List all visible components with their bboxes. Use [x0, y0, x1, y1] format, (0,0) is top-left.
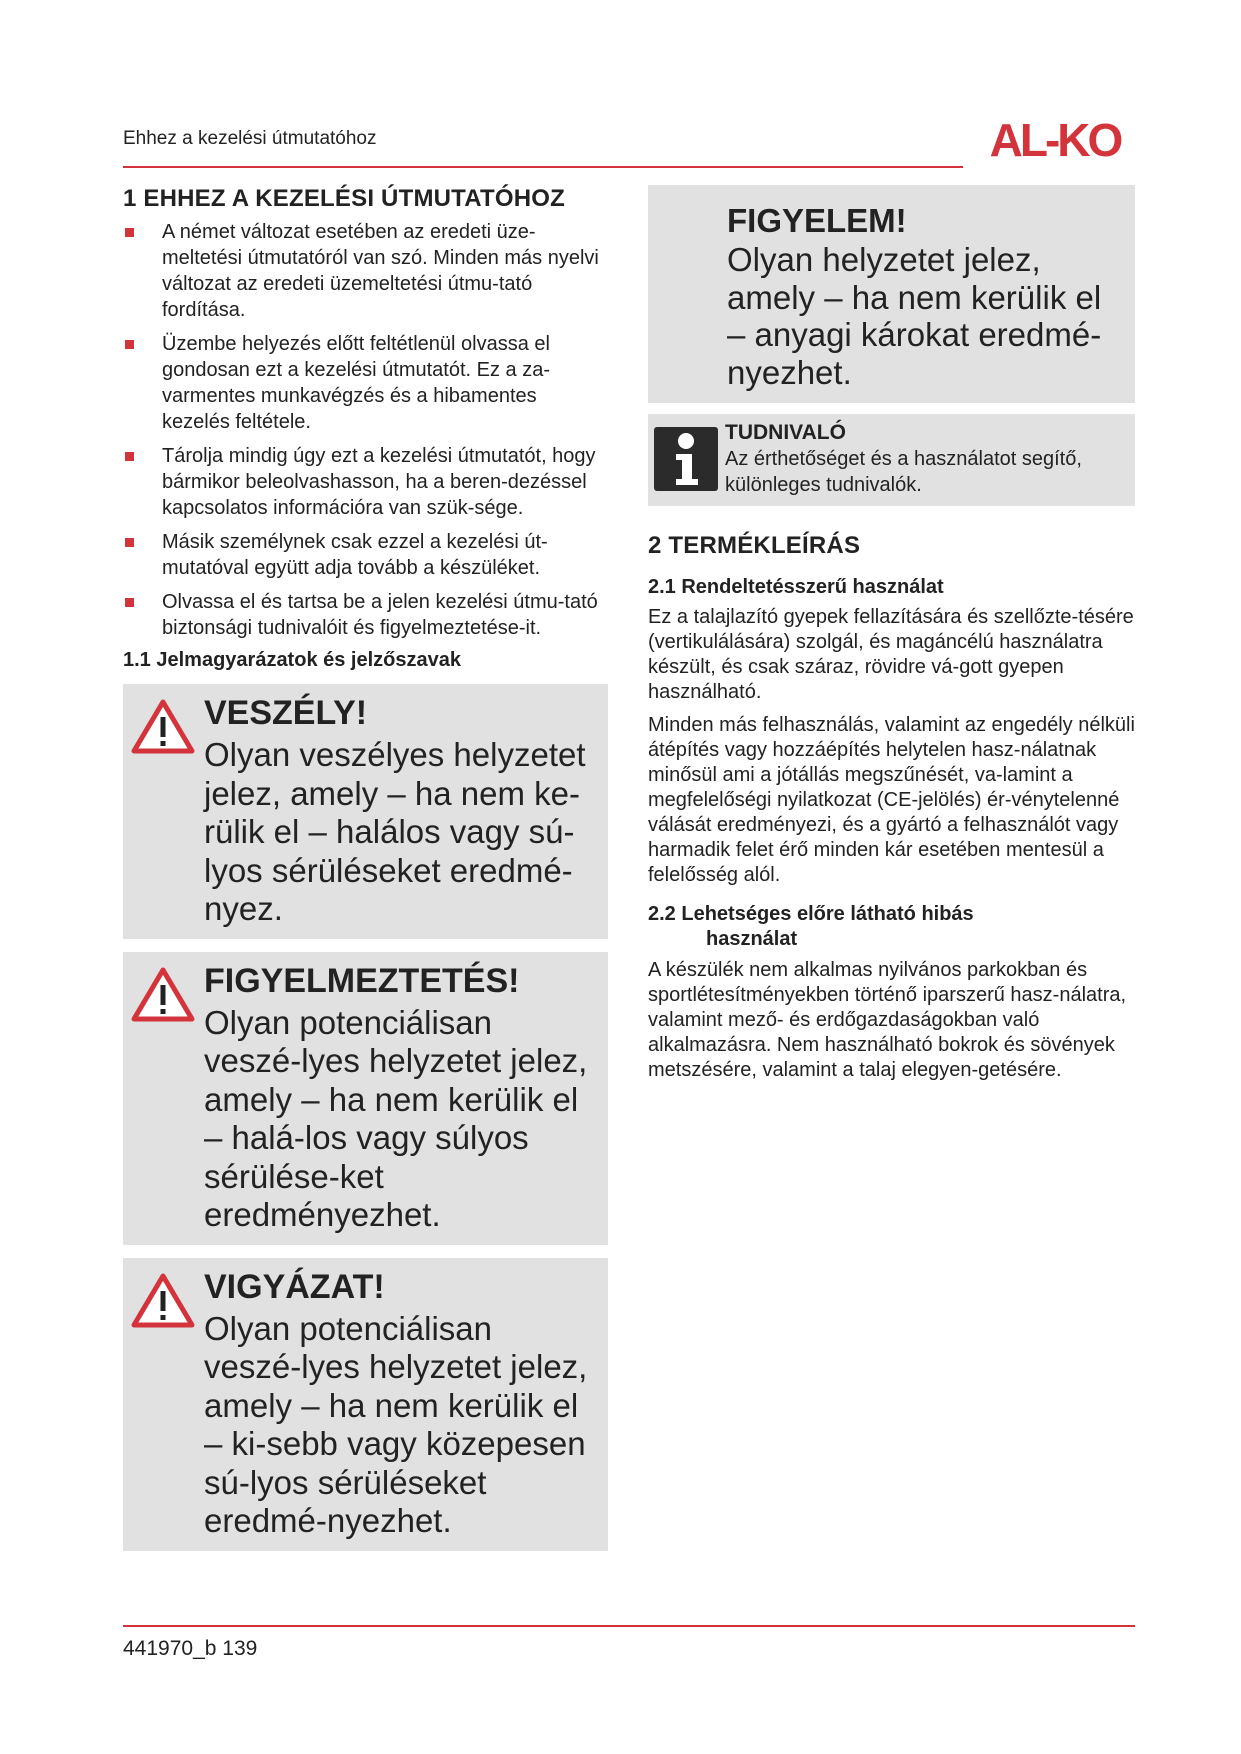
danger-signal-word: VESZÉLY! — [204, 694, 368, 732]
bullet-square-icon — [125, 228, 134, 237]
warning-signal-word: FIGYELMEZTETÉS! — [204, 961, 520, 1000]
alko-logo — [974, 118, 1136, 162]
running-header: Ehhez a kezelési útmutatóhoz — [123, 128, 377, 149]
caution-description: Olyan potenciálisan veszé-lyes helyzetet jelez, amely – ha nem kerülik el – ki-sebb vagy közepesen sú-lyos sérüléseket eredmé-nyezhet. — [204, 1309, 588, 1539]
list-item: A német változat esetében az eredeti üze-meltetési útmutatóról van szó. Minden más nyelvi változat az eredeti üzemeltetési útmu-tató fordítása. — [123, 219, 608, 323]
bullet-square-icon — [125, 340, 134, 349]
list-item: Olvassa el és tartsa be a jelen kezelési útmu-tató biztonsági tudnivalóit és figyelmeztetése-it. — [123, 589, 608, 641]
notice-description: Olyan helyzetet jelez, amely – ha nem kerülik el – anyagi károkat eredmé-nyezhet. — [727, 241, 1102, 391]
footer-document-code: 441970_b 139 — [123, 1637, 258, 1660]
section-1-title: 1 EHHEZ A KEZELÉSI ÚTMUTATÓHOZ — [123, 185, 565, 212]
notice-signal-word: FIGYELEM! — [727, 202, 907, 239]
subsection-1-1-title: 1.1 Jelmagyarázatok és jelzőszavak — [123, 649, 461, 671]
list-item: Üzembe helyezés előtt feltétlenül olvassa el gondosan ezt a kezelési útmutatót. Ez a za-varmentes munkavégzés és a hibamentes kezelés feltétele. — [123, 331, 608, 435]
warning-triangle-icon — [130, 1271, 196, 1329]
info-box — [648, 414, 1135, 506]
header-divider — [123, 166, 963, 168]
list-item: Tárolja mindig úgy ezt a kezelési útmutatót, hogy bármikor beleolvashasson, ha a beren-dezéssel kapcsolatos információra van szük-sége. — [123, 443, 608, 521]
caution-signal-word: VIGYÁZAT! — [204, 1267, 385, 1306]
misuse-consequence-paragraph: Minden más felhasználás, valamint az engedély nélküli átépítés vagy hozzáépítés helytelen hasz-nálatnak minősül ami a jótállás megszűnését, va-lamint a megfelelőségi nyilatkozat (CE-jelölés) ér-vénytelenné válását eredményezi, és a gyártó a felhasználót vagy harmadik felet érő minden kár esetében mentesül a felelősség alól. — [648, 714, 1135, 886]
notice-box — [648, 185, 1135, 403]
danger-box — [123, 684, 608, 939]
bullet-square-icon — [125, 598, 134, 607]
section-2-title: 2 TERMÉKLEÍRÁS — [648, 532, 861, 559]
intro-bullet-list — [123, 219, 608, 641]
warning-triangle-icon — [130, 697, 196, 755]
bullet-square-icon — [125, 538, 134, 547]
list-item: Másik személynek csak ezzel a kezelési út-mutatóval együtt adja tovább a készüléket. — [123, 529, 608, 581]
subsection-2-1-title: 2.1 Rendeltetésszerű használat — [648, 576, 944, 598]
bullet-square-icon — [125, 452, 134, 461]
warning-box — [123, 952, 608, 1245]
foreseeable-misuse-paragraph: A készülék nem alkalmas nyilvános parkokban és sportlétesítményekben történő iparszerű hasz-nálatra, valamint mező- és erdőgazdaságokban való alkalmazásra. Nem használható bokrok és sövények metszésére, valamint a talaj elegyen-getésére. — [648, 959, 1127, 1081]
logo-text: AL-KO — [989, 118, 1121, 162]
warning-description: Olyan potenciálisan veszé-lyes helyzetet jelez, amely – ha nem kerülik el – halá-los vagy súlyos sérülése-ket eredményezhet. — [204, 1003, 588, 1233]
right-column — [648, 185, 1135, 1091]
footer-divider — [123, 1625, 1135, 1627]
info-title: TUDNIVALÓ — [725, 421, 846, 444]
danger-description: Olyan veszélyes helyzetet jelez, amely – ha nem ke-rülik el – halálos vagy sú-lyos sérüléseket eredmé-nyez. — [204, 736, 586, 927]
warning-triangle-icon — [130, 965, 196, 1023]
subsection-2-2-title: 2.2 Lehetséges előre látható hibás használat — [648, 903, 974, 950]
info-icon — [654, 427, 718, 491]
left-column — [123, 185, 608, 1564]
intended-use-paragraph: Ez a talajlazító gyepek fellazítására és szellőzte-tésére (vertikulálására) szolgál, és magáncélú használatra készült, és csak száraz, rövidre vá-gott gyepen használható. — [648, 606, 1134, 703]
info-description: Az érthetőséget és a használatot segítő, különleges tudnivalók. — [725, 448, 1082, 496]
caution-box — [123, 1258, 608, 1551]
